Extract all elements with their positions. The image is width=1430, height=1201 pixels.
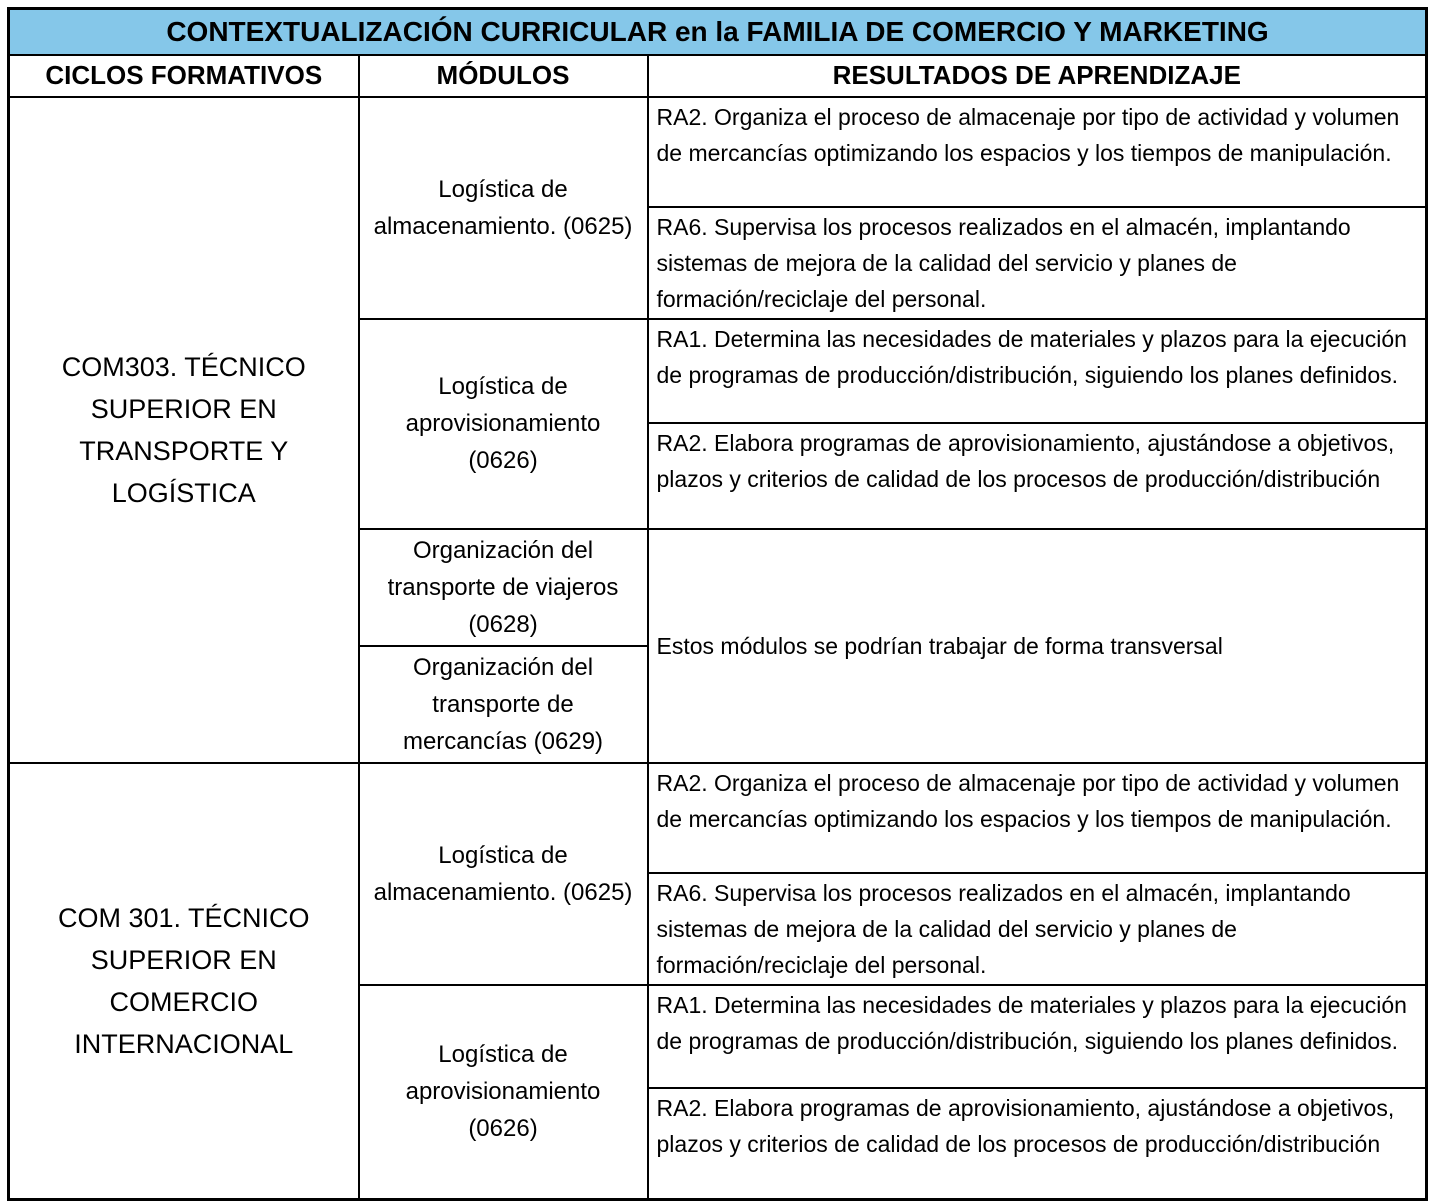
ciclo-com301: COM 301. TÉCNICO SUPERIOR EN COMERCIO INTERNACIONAL	[9, 763, 359, 1200]
modulo-0626-g2: Logística de aprovisionamiento (0626)	[359, 985, 648, 1200]
resultado-ra2-aprovisionamiento-g2: RA2. Elabora programas de aprovisionamiento, ajustándose a objetivos, plazos y criterios de calidad de los procesos de producción/distribución	[648, 1088, 1427, 1200]
modulo-0629: Organización del transporte de mercancías (0629)	[359, 646, 648, 763]
column-header-ciclos: CICLOS FORMATIVOS	[9, 55, 359, 97]
modulo-0625-g2: Logística de almacenamiento. (0625)	[359, 763, 648, 985]
curriculum-table	[7, 7, 1428, 1201]
ciclo-com303: COM303. TÉCNICO SUPERIOR EN TRANSPORTE Y LOGÍSTICA	[9, 97, 359, 763]
nota-transversal: Estos módulos se podrían trabajar de forma transversal	[648, 529, 1427, 763]
resultado-ra6-almacen-g2: RA6. Supervisa los procesos realizados en el almacén, implantando sistemas de mejora de la calidad del servicio y planes de formación/reciclaje del personal.	[648, 873, 1427, 985]
column-header-resultados: RESULTADOS DE APRENDIZAJE	[648, 55, 1427, 97]
modulo-0625-g1: Logística de almacenamiento. (0625)	[359, 97, 648, 319]
resultado-ra2-aprovisionamiento-g1: RA2. Elabora programas de aprovisionamiento, ajustándose a objetivos, plazos y criterios de calidad de los procesos de producción/distribución	[648, 423, 1427, 529]
resultado-ra2-almacenaje-g1: RA2. Organiza el proceso de almacenaje por tipo de actividad y volumen de mercancías optimizando los espacios y los tiempos de manipulación.	[648, 97, 1427, 207]
resultado-ra1-materiales-g2: RA1. Determina las necesidades de materiales y plazos para la ejecución de programas de producción/distribución, siguiendo los planes definidos.	[648, 985, 1427, 1088]
modulo-0628: Organización del transporte de viajeros (0628)	[359, 529, 648, 646]
column-header-modulos: MÓDULOS	[359, 55, 648, 97]
resultado-ra2-almacenaje-g2: RA2. Organiza el proceso de almacenaje por tipo de actividad y volumen de mercancías optimizando los espacios y los tiempos de manipulación.	[648, 763, 1427, 873]
resultado-ra1-materiales-g1: RA1. Determina las necesidades de materiales y plazos para la ejecución de programas de producción/distribución, siguiendo los planes definidos.	[648, 319, 1427, 423]
table-title: CONTEXTUALIZACIÓN CURRICULAR en la FAMILIA DE COMERCIO Y MARKETING	[9, 9, 1427, 55]
modulo-0626-g1: Logística de aprovisionamiento (0626)	[359, 319, 648, 529]
resultado-ra6-almacen-g1: RA6. Supervisa los procesos realizados en el almacén, implantando sistemas de mejora de la calidad del servicio y planes de formación/reciclaje del personal.	[648, 207, 1427, 319]
